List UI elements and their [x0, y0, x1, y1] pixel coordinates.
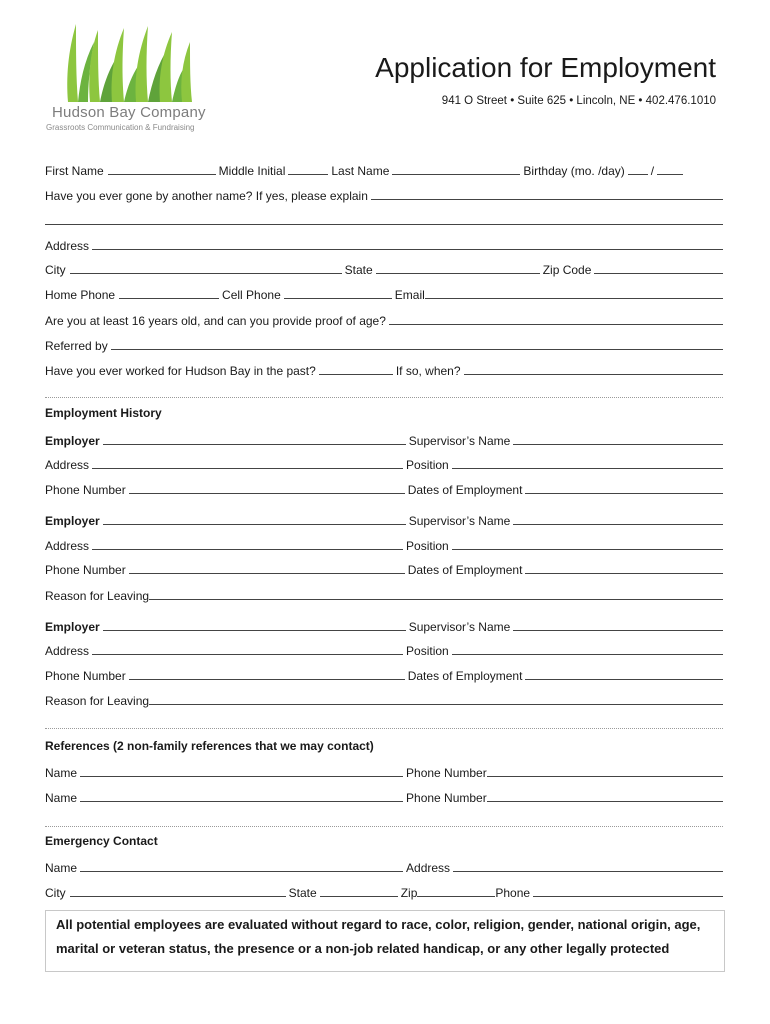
dates-label: Dates of Employment	[407, 669, 523, 683]
dates-label: Dates of Employment	[407, 563, 523, 577]
referred-by-label: Referred by	[45, 339, 108, 353]
position-1-field[interactable]	[452, 456, 723, 469]
employer-3-address-row	[45, 638, 723, 658]
position-label: Position	[406, 458, 449, 472]
emergency-name-row	[45, 855, 723, 875]
supervisor-label: Supervisor’s Name	[408, 620, 511, 634]
reference-name-label: Name	[45, 766, 78, 780]
employer-3-phone-field[interactable]	[129, 667, 405, 680]
reason-label: Reason for Leaving	[45, 694, 150, 708]
company-name: Hudson Bay Company	[52, 104, 206, 121]
reason-3-field[interactable]	[149, 692, 723, 705]
reference-2-row	[45, 785, 723, 805]
zip-label: Zip Code	[542, 263, 592, 277]
emergency-state-label: State	[288, 886, 317, 900]
city-row	[45, 257, 723, 277]
employer-address-label: Address	[45, 539, 90, 553]
supervisor-label: Supervisor’s Name	[408, 514, 511, 528]
employer-address-label: Address	[45, 644, 90, 658]
email-field[interactable]	[425, 286, 723, 299]
grass-logo-icon	[54, 22, 204, 104]
phone-row	[45, 282, 723, 302]
other-name-field[interactable]	[371, 187, 723, 200]
emergency-zip-field[interactable]	[417, 884, 495, 897]
emergency-city-field[interactable]	[70, 884, 286, 897]
employer-1-address-field[interactable]	[92, 456, 403, 469]
emergency-name-label: Name	[45, 861, 78, 875]
section-divider	[45, 728, 723, 729]
employment-history-heading: Employment History	[45, 406, 162, 420]
dates-3-field[interactable]	[525, 667, 723, 680]
birthday-label: Birthday (mo. /day)	[523, 164, 625, 178]
other-name-continued-row	[45, 208, 723, 228]
age-answer-field[interactable]	[389, 312, 723, 325]
company-address: 941 O Street • Suite 625 • Lincoln, NE • 402.476.1010	[441, 95, 716, 107]
employer-label: Employer	[45, 514, 100, 528]
emergency-phone-label: Phone	[495, 886, 531, 900]
reference-1-phone-field[interactable]	[487, 764, 723, 777]
worked-before-label: Have you ever worked for Hudson Bay in the past?	[45, 364, 316, 378]
emergency-state-field[interactable]	[320, 884, 398, 897]
emergency-city-row	[45, 880, 723, 900]
state-field[interactable]	[376, 261, 540, 274]
employer-3-row	[45, 614, 723, 634]
references-heading: References (2 non-family references that we may contact)	[45, 739, 374, 753]
emergency-name-field[interactable]	[80, 859, 403, 872]
zip-field[interactable]	[594, 261, 723, 274]
reference-2-name-field[interactable]	[80, 789, 403, 802]
employer-2-address-row	[45, 533, 723, 553]
employer-3-reason-row	[45, 688, 723, 708]
position-3-field[interactable]	[452, 642, 723, 655]
reference-2-phone-field[interactable]	[487, 789, 723, 802]
referred-row	[45, 333, 723, 353]
worked-when-label: If so, when?	[395, 364, 461, 378]
dates-2-field[interactable]	[525, 561, 723, 574]
employer-1-field[interactable]	[103, 432, 406, 445]
name-row	[45, 158, 723, 178]
dates-1-field[interactable]	[525, 481, 723, 494]
employer-2-phone-row	[45, 557, 723, 577]
position-2-field[interactable]	[452, 537, 723, 550]
city-label: City	[45, 263, 66, 277]
reason-2-field[interactable]	[149, 587, 723, 600]
employer-2-field[interactable]	[103, 512, 406, 525]
home-phone-label: Home Phone	[45, 288, 116, 302]
birthday-day-field[interactable]	[657, 162, 683, 175]
emergency-city-label: City	[45, 886, 66, 900]
other-name-row	[45, 183, 723, 203]
emergency-phone-field[interactable]	[533, 884, 723, 897]
employer-2-reason-row	[45, 583, 723, 603]
first-name-label: First Name	[45, 164, 104, 178]
referred-by-field[interactable]	[111, 337, 723, 350]
home-phone-field[interactable]	[119, 286, 219, 299]
employer-2-address-field[interactable]	[92, 537, 403, 550]
email-label: Email	[394, 288, 425, 302]
employer-label: Employer	[45, 434, 100, 448]
supervisor-2-field[interactable]	[513, 512, 723, 525]
worked-before-field[interactable]	[319, 362, 393, 375]
birthday-month-field[interactable]	[628, 162, 648, 175]
supervisor-1-field[interactable]	[513, 432, 723, 445]
employer-1-row	[45, 428, 723, 448]
section-divider	[45, 826, 723, 827]
city-field[interactable]	[70, 261, 342, 274]
emergency-contact-heading: Emergency Contact	[45, 834, 158, 848]
cell-phone-label: Cell Phone	[222, 288, 281, 302]
middle-initial-field[interactable]	[288, 162, 328, 175]
employer-3-phone-row	[45, 663, 723, 683]
first-name-field[interactable]	[108, 162, 216, 175]
reference-1-row	[45, 760, 723, 780]
emergency-zip-label: Zip	[400, 886, 418, 900]
dates-label: Dates of Employment	[407, 483, 523, 497]
employer-label: Employer	[45, 620, 100, 634]
age-question-label: Are you at least 16 years old, and can you provide proof of age?	[45, 314, 386, 328]
section-divider	[45, 397, 723, 398]
reference-1-name-field[interactable]	[80, 764, 403, 777]
equal-opportunity-notice: All potential employees are evaluated without regard to race, color, religion, gender, national origin, age, marital or veteran status, the presence or a non-job related handicap, or any other legally protected	[45, 910, 725, 972]
age-row	[45, 308, 723, 328]
company-tagline: Grassroots Communication & Fundraising	[46, 123, 195, 132]
employer-1-phone-field[interactable]	[129, 481, 405, 494]
employer-2-row	[45, 508, 723, 528]
employer-phone-label: Phone Number	[45, 563, 126, 577]
supervisor-3-field[interactable]	[513, 618, 723, 631]
position-label: Position	[406, 644, 449, 658]
employer-phone-label: Phone Number	[45, 669, 126, 683]
employer-2-phone-field[interactable]	[129, 561, 405, 574]
other-name-label: Have you ever gone by another name? If yes, please explain	[45, 189, 368, 203]
birthday-separator: /	[650, 164, 655, 178]
last-name-label: Last Name	[331, 164, 390, 178]
reference-phone-label: Phone Number	[406, 791, 487, 805]
middle-initial-label: Middle Initial	[218, 164, 286, 178]
employer-1-phone-row	[45, 477, 723, 497]
employer-3-address-field[interactable]	[92, 642, 403, 655]
address-row	[45, 233, 723, 253]
worked-before-row	[45, 358, 723, 378]
other-name-field-continued[interactable]	[45, 212, 723, 225]
supervisor-label: Supervisor’s Name	[408, 434, 511, 448]
employer-1-address-row	[45, 452, 723, 472]
employer-phone-label: Phone Number	[45, 483, 126, 497]
employer-3-field[interactable]	[103, 618, 406, 631]
cell-phone-field[interactable]	[284, 286, 392, 299]
emergency-address-field[interactable]	[453, 859, 723, 872]
reference-name-label: Name	[45, 791, 78, 805]
last-name-field[interactable]	[392, 162, 520, 175]
page-title: Application for Employment	[375, 52, 716, 83]
worked-when-field[interactable]	[464, 362, 723, 375]
emergency-address-label: Address	[406, 861, 451, 875]
address-label: Address	[45, 239, 90, 253]
state-label: State	[344, 263, 373, 277]
reason-label: Reason for Leaving	[45, 589, 150, 603]
reference-phone-label: Phone Number	[406, 766, 487, 780]
employer-address-label: Address	[45, 458, 90, 472]
company-logo	[44, 22, 209, 137]
address-field[interactable]	[92, 237, 723, 250]
position-label: Position	[406, 539, 449, 553]
